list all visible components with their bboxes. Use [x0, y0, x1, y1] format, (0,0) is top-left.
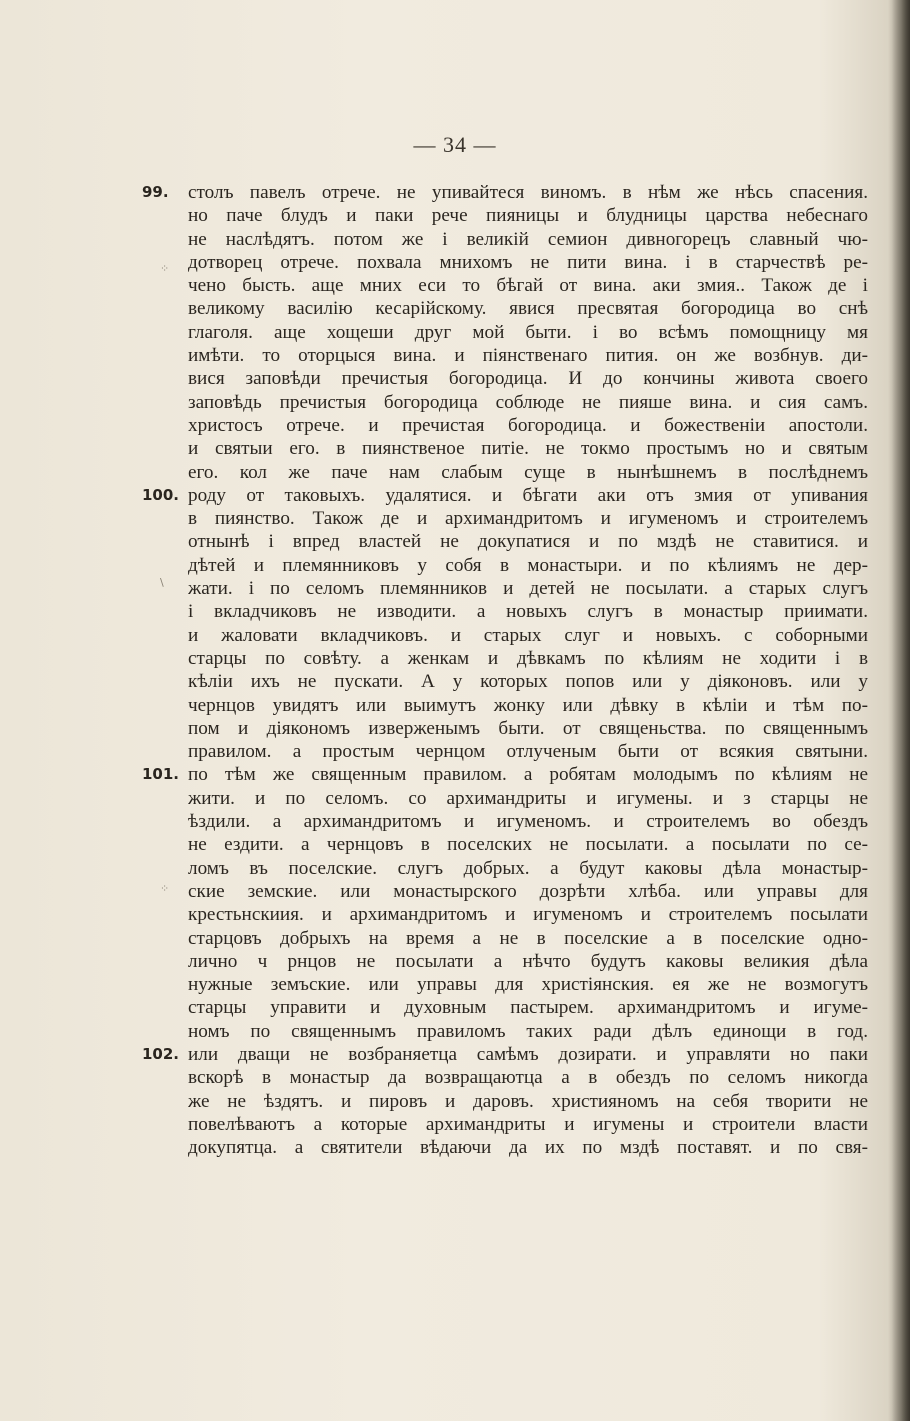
text-line	[188, 274, 868, 297]
text-line	[188, 1066, 868, 1089]
line-text: глаголя. аще хощеши друг мой быти. і во всѣмъ помощницу мя	[188, 321, 868, 343]
text-line	[188, 204, 868, 227]
text-line	[142, 763, 868, 786]
text-line	[188, 1020, 868, 1043]
text-line	[188, 228, 868, 251]
text-line	[188, 973, 868, 996]
margin-mark: \	[160, 576, 164, 589]
line-text: или дващи не возбраняетца самѣмъ дозирати. и управляти но паки	[188, 1043, 868, 1065]
line-text: чернцов увидятъ или выимутъ жонку или дѣвку в кѣліи и тѣм по-	[188, 694, 868, 716]
line-text: ломъ въ поселские. слугъ добрых. а будут каковы дѣла монастыр-	[188, 857, 868, 879]
line-text: имѣти. то оторцыся вина. и піянственаго пития. он же возбнув. ди-	[188, 345, 868, 367]
margin-mark: ⁘	[160, 262, 170, 275]
line-text: не ездити. а чернцовъ в поселских не посылати. а посылати по се-	[188, 834, 868, 856]
line-text: правилом. а простым чернцом отлученым быти от всякия святыни.	[188, 741, 868, 763]
line-text: повелѣваютъ а которые архимандриты и игумены и строители власти	[188, 1113, 868, 1135]
line-text: лично ч рнцов не посылати а нѣчто будутъ каковы великия дѣла	[188, 950, 868, 972]
paragraph-number: 102.	[142, 1044, 180, 1063]
line-text: жити. и по селомъ. со архимандриты и игумены. и з старцы не	[188, 787, 868, 809]
text-line	[188, 414, 868, 437]
line-text: крестьнскиия. и архимандритомъ и игуменомъ и строителемъ посылати	[188, 904, 868, 926]
text-line	[142, 181, 868, 204]
text-line	[188, 577, 868, 600]
text-line	[188, 717, 868, 740]
line-text: дотворец отрече. похвала мнихомъ не пити вина. і в старчествѣ ре-	[188, 251, 868, 273]
line-text: его. кол же паче нам слабым суще в нынѣшнемъ в послѣднемъ	[188, 461, 868, 483]
line-text: но паче блудъ и паки рече пияницы и блудницы царства небеснаго	[188, 205, 868, 227]
text-line	[188, 530, 868, 553]
text-line	[188, 1090, 868, 1113]
text-line	[188, 321, 868, 344]
text-line	[188, 507, 868, 530]
text-line	[188, 647, 868, 670]
line-text: вися заповѣди пречистыя богородица. И до кончины живота своего	[188, 368, 868, 390]
margin-mark: ⁘	[160, 882, 170, 895]
line-text: ские земские. или монастырского дозрѣти хлѣба. или управы для	[188, 880, 868, 902]
paragraph-number: 101.	[142, 765, 180, 784]
text-line	[188, 740, 868, 763]
text-line	[188, 810, 868, 833]
line-text: пом и діякономъ изверженымъ быти. от священьства. по священнымъ	[188, 717, 868, 739]
line-text: столъ павелъ отрече. не упивайтеся виномъ. в нѣм же нѣсь спасения.	[188, 182, 868, 203]
line-text: и святыи его. в пиянственое питіе. не токмо простымъ но и святым	[188, 438, 868, 460]
line-text: вскорѣ в монастыр да возвращаютца а в обездъ по селомъ никогда	[188, 1067, 868, 1089]
text-line	[188, 554, 868, 577]
text-line	[188, 367, 868, 390]
line-text: не наслѣдятъ. потом же і великій семион дивногорецъ славный чю-	[188, 228, 868, 250]
text-line	[188, 437, 868, 460]
paragraph-number: 100.	[142, 485, 180, 504]
line-text: старцы по совѣту. а женкам и дѣвкамъ по кѣлиям не ходити і в	[188, 647, 868, 669]
text-line	[188, 694, 868, 717]
line-text: христосъ отрече. и пречистая богородица. и божественіи апостоли.	[188, 414, 868, 436]
line-text: ѣздили. а архимандритомъ и игуменомъ. и строителемъ во обездъ	[188, 811, 868, 833]
page-number: — 34 —	[413, 132, 497, 157]
line-text: великому василію кесарійскому. явися пресвятая богородица во снѣ	[188, 298, 868, 320]
line-text: же не ѣздятъ. и пировъ и даровъ. християномъ на себя творити не	[188, 1090, 868, 1112]
text-line	[188, 996, 868, 1019]
text-line	[188, 787, 868, 810]
text-line	[188, 670, 868, 693]
line-text: в пиянство. Також де и архимандритомъ и игуменомъ и строителемъ	[188, 508, 868, 530]
text-line	[188, 950, 868, 973]
text-line	[188, 880, 868, 903]
line-text: и жаловати вкладчиковъ. и старых слуг и новыхъ. с соборными	[188, 624, 868, 646]
body-text	[142, 181, 868, 1159]
text-line	[188, 600, 868, 623]
paragraph-number: 99.	[142, 183, 169, 201]
text-line	[188, 1136, 868, 1159]
text-line	[188, 1113, 868, 1136]
line-text: по тѣм же священным правилом. а робятам молодымъ по кѣлиям не	[188, 764, 868, 786]
line-text: жати. і по селомъ племянников и детей не посылати. а старых слугъ	[188, 578, 868, 600]
line-text: докупятца. а святители вѣдаючи да их по мздѣ поставят. и по свя-	[188, 1137, 868, 1159]
line-text: заповѣдь пречистыя богородица соблюде не пияше вина. и сия самъ.	[188, 391, 868, 413]
text-line	[188, 391, 868, 414]
text-line	[188, 903, 868, 926]
text-line	[188, 344, 868, 367]
text-line	[188, 624, 868, 647]
text-line	[188, 297, 868, 320]
line-text: отнынѣ і впред властей не докупатися и по мздѣ не ставитися. и	[188, 531, 868, 553]
text-line	[188, 461, 868, 484]
line-text: номъ по священнымъ правиломъ таких ради дѣлъ единощи в год.	[188, 1020, 868, 1042]
line-text: дѣтей и племянниковъ у собя в монастыри. и по кѣлиямъ не дер-	[188, 554, 868, 576]
text-line	[142, 484, 868, 507]
line-text: старцовъ добрыхъ на время а не в поселские а в поселские одно-	[188, 927, 868, 949]
text-line	[188, 857, 868, 880]
line-text: нужные земъские. или управы для христіянския. ея же не возмогутъ	[188, 974, 868, 996]
line-text: чено бысть. аще мних еси то бѣгай от вина. аки змия.. Також де і	[188, 275, 868, 297]
line-text: і вкладчиковъ не изводити. а новыхъ слугъ в монастыр приимати.	[188, 601, 868, 623]
line-text: роду от таковыхъ. удалятися. и бѣгати аки отъ змия от упивания	[188, 484, 868, 506]
line-text: кѣліи ихъ не пускати. А у которых попов или у діяконовъ. или у	[188, 671, 868, 693]
text-line	[188, 251, 868, 274]
text-line	[142, 1043, 868, 1066]
page-binding-shadow	[888, 0, 910, 1421]
text-line	[188, 833, 868, 856]
line-text: старцы управити и духовным пастырем. архимандритомъ и игуме-	[188, 997, 868, 1019]
text-line	[188, 927, 868, 950]
